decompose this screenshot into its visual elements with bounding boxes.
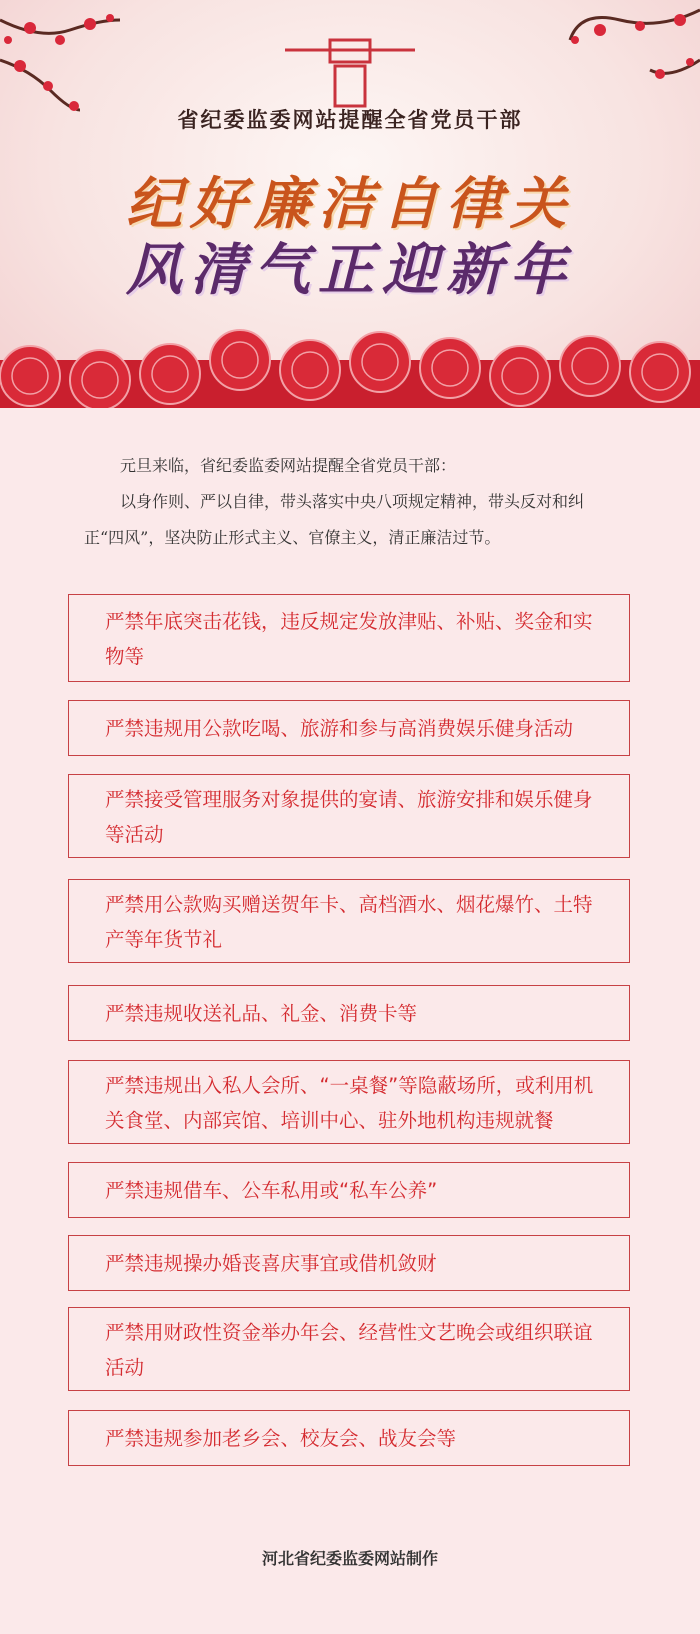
rule-item [68,594,630,682]
rule-item [68,985,630,1041]
rule-item [68,879,630,963]
intro-text [84,448,624,556]
rule-text: 严禁违规收送礼品、礼金、消费卡等 [105,1002,418,1025]
rule-text: 严禁违规借车、公车私用或“私车公养” [105,1179,438,1202]
rule-text: 严禁违规操办婚丧喜庆事宜或借机敛财 [105,1252,437,1275]
rule-text: 严禁违规用公款吃喝、旅游和参与高消费娱乐健身活动 [105,717,574,740]
rule-text: 严禁用公款购买赠送贺年卡、高档酒水、烟花爆竹、土特产等年货节礼 [105,893,593,951]
footer-credit: 河北省纪委监委网站制作 [261,1549,438,1568]
banner-headline-line2: 风清气正迎新年 [126,237,574,303]
rule-text: 严禁用财政性资金举办年会、经营性文艺晚会或组织联谊活动 [105,1321,593,1379]
rule-item [68,1060,630,1144]
rule-text: 严禁接受管理服务对象提供的宴请、旅游安排和娱乐健身等活动 [105,788,593,846]
rule-item [68,700,630,756]
banner-headline-line1: 纪好廉洁自律关 [126,171,574,237]
intro-paragraph-1: 元旦来临，省纪委监委网站提醒全省党员干部： [120,456,457,475]
rule-item [68,1235,630,1291]
header-banner [0,0,700,408]
rule-text: 严禁违规参加老乡会、校友会、战友会等 [105,1427,457,1450]
integrity-emblem-icon [285,40,415,106]
banner-subtitle: 省纪委监委网站提醒全省党员干部 [177,108,523,132]
rule-text: 严禁年底突击花钱，违反规定发放津贴、补贴、奖金和实物等 [105,610,593,668]
rule-item [68,774,630,858]
intro-paragraph-2: 以身作则、严以自律，带头落实中央八项规定精神，带头反对和纠正“四风”，坚决防止形式主义、官僚主义，清正廉洁过节。 [84,492,585,547]
rule-text: 严禁违规出入私人会所、“一桌餐”等隐蔽场所，或利用机关食堂、内部宾馆、培训中心、驻外地机构违规就餐 [105,1074,594,1132]
wave-pattern-icon [0,330,700,408]
rule-item [68,1162,630,1218]
rule-item [68,1307,630,1391]
rule-item [68,1410,630,1466]
